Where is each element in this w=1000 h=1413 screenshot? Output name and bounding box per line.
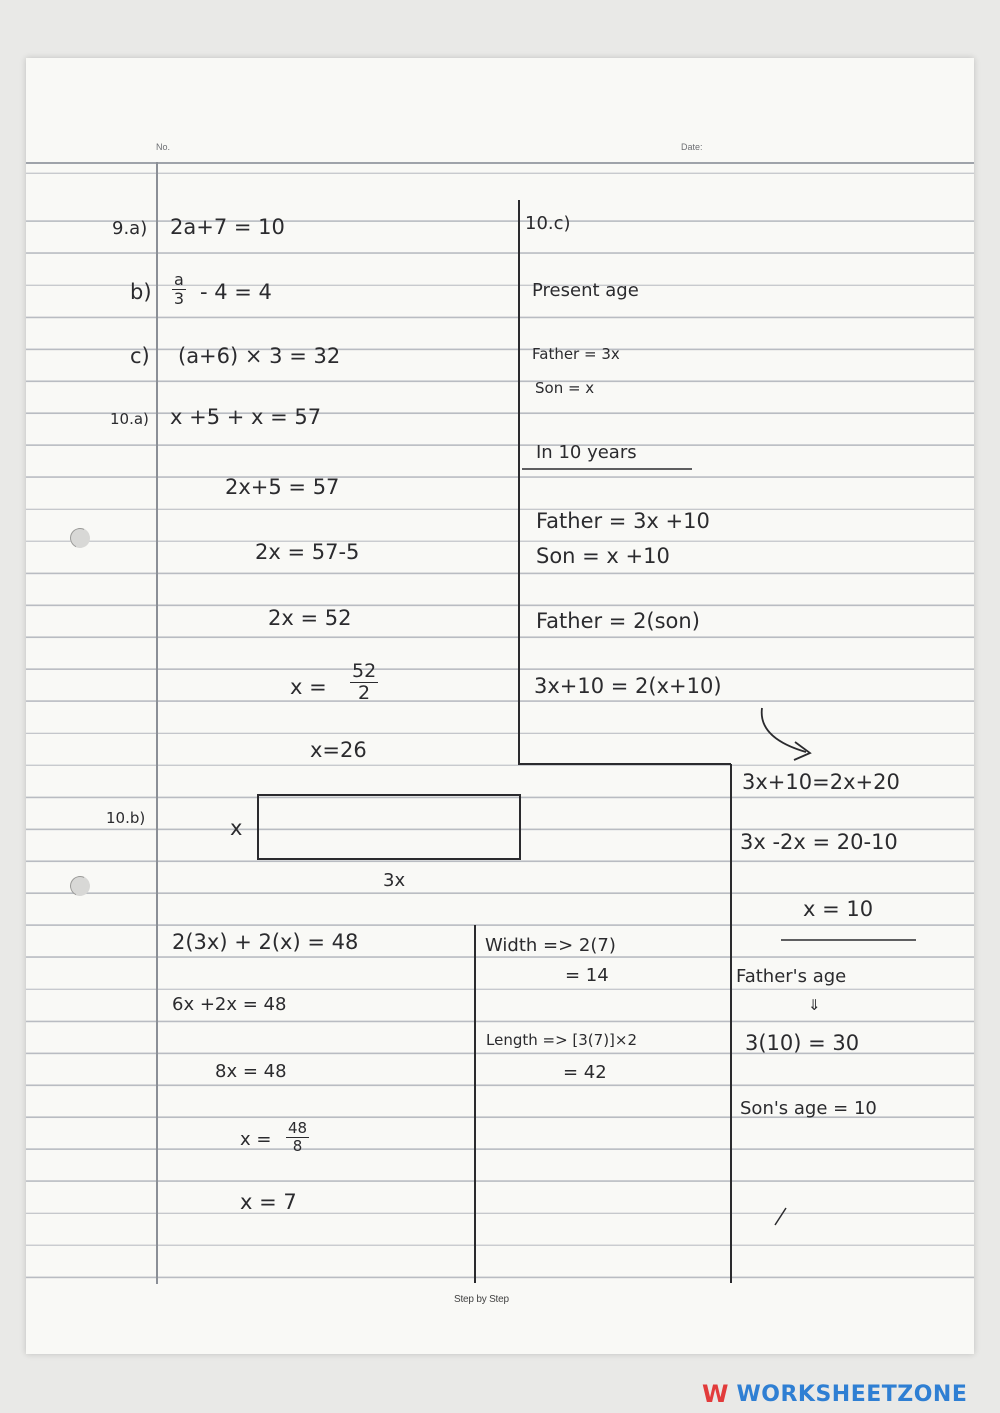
- step-5: x=26: [310, 738, 367, 762]
- father-present: Father = 3x: [532, 345, 620, 363]
- in-10-years-heading: In 10 years: [536, 442, 637, 463]
- step-4-lhs: x =: [290, 675, 327, 699]
- solution-step-1: 3x+10=2x+20: [742, 770, 900, 794]
- fathers-age-calc: 3(10) = 30: [745, 1031, 860, 1055]
- step-3: 2x = 52: [268, 606, 352, 630]
- width-calc: Width => 2(7): [485, 935, 616, 956]
- q9a-equation: 2a+7 = 10: [170, 215, 285, 239]
- fraction-denominator: 2: [358, 682, 371, 704]
- rect-bottom-label: 3x: [383, 870, 406, 891]
- q9a-label: 9.a): [112, 218, 148, 239]
- fraction-numerator: 52: [352, 660, 377, 682]
- length-calc: Length => [3(7)]×2: [486, 1031, 638, 1049]
- q9b-equation: - 4 = 4: [200, 280, 272, 304]
- rect-side-label: x: [230, 816, 243, 840]
- watermark: [702, 1380, 967, 1408]
- fraction-denominator: 8: [292, 1137, 303, 1155]
- step-4-fraction: [350, 662, 378, 703]
- length-result: = 42: [563, 1062, 607, 1083]
- age-equation: 3x+10 = 2(x+10): [534, 674, 722, 698]
- sons-age: Son's age = 10: [740, 1098, 877, 1119]
- q9b-label: b): [130, 280, 152, 304]
- perimeter-step-2: 8x = 48: [215, 1061, 287, 1082]
- header-no-label: No.: [156, 142, 171, 152]
- perimeter-step-3-fraction: [286, 1121, 309, 1154]
- father-later: Father = 3x +10: [536, 509, 710, 533]
- perimeter-step-4: x = 7: [240, 1190, 297, 1214]
- width-result: = 14: [565, 965, 609, 986]
- fraction-denominator: 3: [173, 289, 184, 308]
- q10a-equation: x +5 + x = 57: [170, 405, 322, 429]
- header-date-label: Date:: [681, 142, 703, 152]
- q10b-label: 10.b): [106, 809, 146, 827]
- rectangle-diagram: [258, 795, 520, 859]
- fathers-age-label: Father's age: [736, 966, 847, 987]
- son-later: Son = x +10: [536, 544, 670, 568]
- relation: Father = 2(son): [536, 609, 700, 633]
- q9b-fraction: [172, 272, 186, 307]
- perimeter-equation: 2(3x) + 2(x) = 48: [172, 930, 359, 954]
- q9c-equation: (a+6) × 3 = 32: [178, 344, 341, 368]
- footer-brand: Step by Step: [454, 1294, 509, 1305]
- down-arrow-icon: ⇓: [808, 996, 821, 1014]
- step-1: 2x+5 = 57: [225, 475, 340, 499]
- step-2: 2x = 57-5: [255, 540, 360, 564]
- q10c-label: 10.c): [525, 213, 571, 234]
- perimeter-step-1: 6x +2x = 48: [172, 994, 287, 1015]
- son-present: Son = x: [535, 379, 595, 397]
- present-age-heading: Present age: [532, 280, 639, 301]
- solution-step-2: 3x -2x = 20-10: [740, 830, 898, 854]
- fraction-numerator: a: [174, 270, 184, 289]
- perimeter-step-3-lhs: x =: [240, 1129, 272, 1150]
- solution-step-3: x = 10: [803, 897, 874, 921]
- worksheetzone-logo-icon: W: [702, 1380, 729, 1408]
- watermark-text: WORKSHEETZONE: [736, 1381, 968, 1407]
- q9c-label: c): [130, 344, 150, 368]
- pen-mark: [775, 1208, 786, 1225]
- q10a-label: 10.a): [110, 410, 149, 428]
- fraction-numerator: 48: [288, 1119, 308, 1137]
